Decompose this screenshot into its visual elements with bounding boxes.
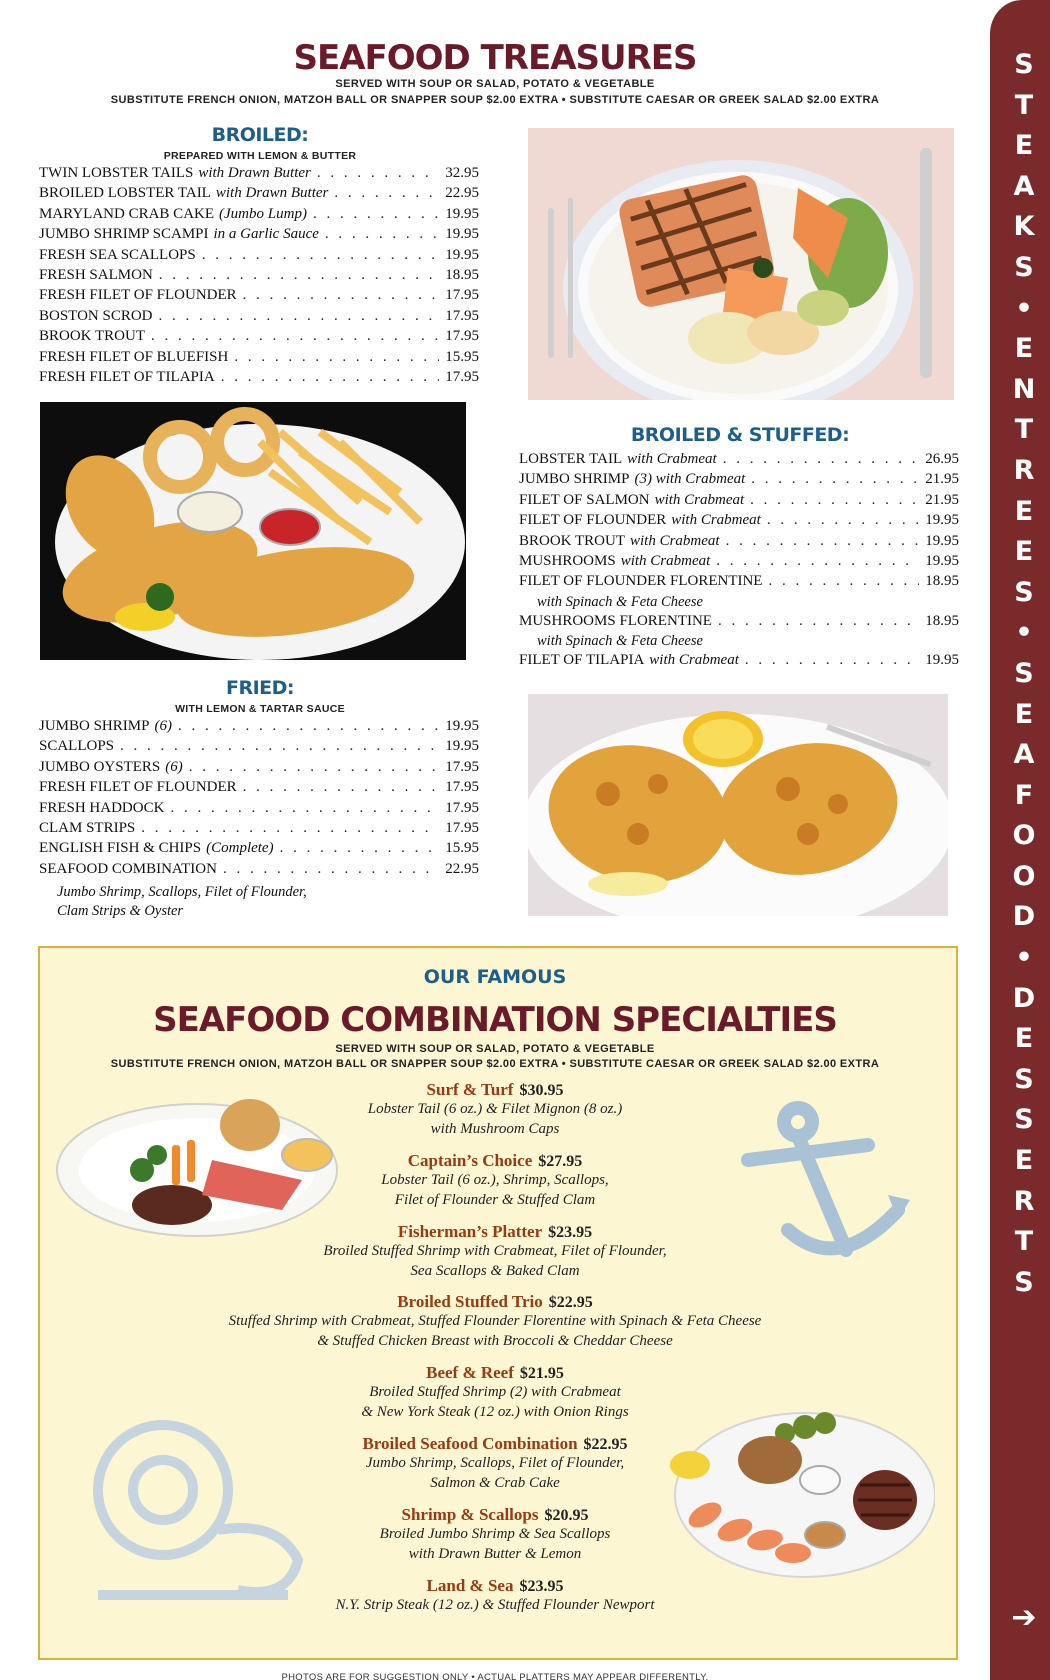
item-description: with Spinach & Feta Cheese — [537, 633, 703, 650]
leader-dots — [768, 573, 919, 590]
item-note: with Crabmeat — [654, 491, 745, 508]
stuffed-menu-list — [519, 451, 959, 673]
leader-dots — [178, 718, 439, 735]
broiled-subheading: PREPARED WITH LEMON & BUTTER — [163, 150, 357, 162]
fried-subheading: WITH LEMON & TARTAR SAUCE — [175, 703, 345, 715]
side-tab-letter: N — [1012, 373, 1036, 405]
item-price: 17.95 — [445, 819, 479, 836]
leader-dots — [325, 226, 439, 243]
item-name: FRESH FILET OF BLUEFISH — [39, 348, 229, 365]
item-name: LOBSTER TAIL — [519, 451, 623, 467]
item-price: 18.95 — [445, 266, 479, 283]
menu-item — [39, 206, 479, 226]
item-note: with Drawn Butter — [198, 165, 311, 181]
combination-description: & New York Steak (12 oz.) with Onion Rings — [361, 1403, 629, 1420]
side-tab-letter: A — [1013, 739, 1035, 771]
side-tab-letter: E — [1014, 698, 1034, 730]
fried-menu-list — [39, 718, 479, 881]
combination-description: Broiled Stuffed Shrimp with Crabmeat, Filet of Flounder, — [323, 1243, 667, 1259]
side-tab-letter: O — [1012, 860, 1036, 892]
leader-dots — [726, 533, 920, 550]
photo-disclaimer: PHOTOS ARE FOR SUGGESTION ONLY • ACTUAL PLATTERS MAY APPEAR DIFFERENTLY. — [281, 1672, 709, 1680]
leader-dots — [202, 247, 440, 264]
item-name: JUMBO SHRIMP — [39, 718, 150, 734]
combination-name: Shrimp & Scallops — [401, 1505, 539, 1524]
combination-price: $23.95 — [548, 1224, 593, 1241]
item-price: 19.95 — [445, 205, 479, 222]
menu-item — [39, 738, 479, 758]
combination-description: N.Y. Strip Steak (12 oz.) & Stuffed Flounder Newport — [335, 1597, 655, 1613]
served-note: SERVED WITH SOUP OR SALAD, POTATO & VEGETABLE — [335, 78, 655, 90]
menu-item — [519, 533, 959, 553]
item-name: FRESH FILET OF TILAPIA — [39, 368, 215, 385]
stuffed-flounder-photo — [528, 694, 948, 916]
combination-description: with Drawn Butter & Lemon — [408, 1545, 582, 1562]
combination-description: Broiled Stuffed Shrimp (2) with Crabmeat — [369, 1384, 621, 1400]
item-name: FILET OF SALMON — [519, 491, 650, 508]
side-tab-letter: S — [1014, 1063, 1034, 1095]
combination-description: with Mushroom Caps — [430, 1120, 560, 1137]
item-price: 19.95 — [925, 652, 959, 669]
item-name: FILET OF TILAPIA — [519, 652, 645, 669]
menu-item — [39, 328, 479, 348]
leader-dots — [317, 165, 439, 182]
item-note: with Crabmeat — [620, 552, 711, 569]
item-note: (6) — [154, 718, 172, 734]
leader-dots — [141, 820, 439, 837]
leader-dots — [189, 759, 439, 776]
combination-title: SEAFOOD COMBINATION SPECIALTIES — [153, 1000, 837, 1040]
side-tab-letter: D — [1012, 901, 1036, 933]
item-name: SCALLOPS — [39, 738, 115, 755]
item-name: MUSHROOMS — [519, 552, 616, 569]
combination-name: Captain’s Choice — [407, 1151, 533, 1170]
item-price: 17.95 — [445, 328, 479, 345]
side-tab-letter: R — [1013, 1185, 1035, 1217]
menu-item — [39, 840, 479, 860]
combination-substitute-note: SUBSTITUTE FRENCH ONION, MATZOH BALL OR SNAPPER SOUP $2.00 EXTRA • SUBSTITUTE CAESAR OR GREEK SALAD $2.00 EXTRA — [110, 1058, 880, 1070]
item-name: FILET OF FLOUNDER — [519, 512, 667, 529]
menu-item — [519, 471, 959, 491]
item-description: with Spinach & Feta Cheese — [537, 593, 703, 610]
stuffed-heading: BROILED & STUFFED: — [630, 424, 850, 446]
menu-item — [519, 451, 959, 471]
combination-price: $22.95 — [548, 1294, 593, 1311]
item-price: 21.95 — [925, 471, 959, 488]
leader-dots — [151, 328, 439, 345]
leader-dots — [234, 349, 439, 366]
side-tab-letter: T — [1014, 414, 1034, 446]
item-note: with Crabmeat — [629, 532, 720, 549]
menu-item — [39, 759, 479, 779]
side-tab-letter: E — [1014, 1023, 1034, 1055]
grilled-salmon-photo — [528, 128, 954, 400]
menu-item — [39, 287, 479, 307]
item-note: (3) with Crabmeat — [634, 471, 746, 488]
combination-description: Salmon & Crab Cake — [430, 1474, 560, 1491]
combination-item — [0, 1576, 990, 1616]
side-tab-letter: K — [1013, 211, 1035, 243]
side-tab-letter: E — [1014, 130, 1034, 162]
combination-description: Lobster Tail (6 oz.) & Filet Mignon (8 oz.) — [367, 1101, 623, 1117]
leader-dots — [120, 738, 439, 755]
side-tab-letter: S — [1014, 1104, 1034, 1136]
item-price: 18.95 — [925, 612, 959, 629]
substitute-note: SUBSTITUTE FRENCH ONION, MATZOH BALL OR SNAPPER SOUP $2.00 EXTRA • SUBSTITUTE CAESAR OR GREEK SALAD $2.00 EXTRA — [110, 94, 880, 106]
menu-item — [519, 613, 959, 633]
arrow-right-icon[interactable]: ➔ — [1011, 1600, 1037, 1635]
combination-served-note: SERVED WITH SOUP OR SALAD, POTATO & VEGETABLE — [335, 1043, 655, 1055]
leader-dots — [745, 652, 919, 669]
combination-price: $22.95 — [583, 1436, 628, 1453]
combination-item — [0, 1505, 990, 1564]
leader-dots — [723, 451, 920, 468]
leader-dots — [716, 553, 919, 570]
leader-dots — [767, 512, 919, 529]
combination-item — [0, 1363, 990, 1422]
item-name: BOSTON SCROD — [39, 307, 153, 324]
item-price: 17.95 — [445, 287, 479, 304]
menu-item — [39, 369, 479, 389]
combination-name: Land & Sea — [426, 1576, 514, 1595]
combination-price: $20.95 — [544, 1507, 589, 1524]
leader-dots — [159, 267, 439, 284]
item-price: 32.95 — [445, 165, 479, 181]
fried-combo-desc-2: Clam Strips & Oyster — [57, 903, 184, 919]
item-price: 17.95 — [445, 368, 479, 385]
item-name: SEAFOOD COMBINATION — [39, 860, 217, 877]
menu-item — [39, 226, 479, 246]
item-name: JUMBO SHRIMP SCAMPI — [39, 226, 209, 243]
combination-description: Lobster Tail (6 oz.), Shrimp, Scallops, — [381, 1172, 609, 1188]
combination-description: Broiled Jumbo Shrimp & Sea Scallops — [379, 1526, 611, 1542]
menu-item — [39, 861, 479, 881]
menu-item — [519, 512, 959, 532]
leader-dots — [750, 492, 919, 509]
side-tab-letter: D — [1012, 982, 1036, 1014]
side-tab-letter: S — [1014, 576, 1034, 608]
leader-dots — [243, 779, 440, 796]
leader-dots — [280, 840, 440, 857]
leader-dots — [313, 206, 439, 223]
fried-heading: FRIED: — [225, 677, 295, 699]
side-tab-letter: E — [1014, 536, 1034, 568]
combination-name: Surf & Turf — [426, 1080, 514, 1099]
menu-item — [519, 553, 959, 573]
item-price: 17.95 — [445, 799, 479, 816]
side-tab-letter: S — [1014, 251, 1034, 283]
side-tab-letter: • — [1015, 617, 1033, 649]
item-note: with Crabmeat — [671, 512, 761, 529]
side-tab-letter: T — [1014, 89, 1034, 121]
leader-dots — [334, 185, 439, 202]
item-price: 18.95 — [925, 573, 959, 590]
leader-dots — [751, 471, 919, 488]
menu-item — [39, 247, 479, 267]
combination-item — [0, 1080, 990, 1139]
menu-item — [39, 308, 479, 328]
item-price: 15.95 — [445, 840, 479, 857]
item-name: BROOK TROUT — [519, 532, 625, 549]
combination-name: Fisherman’s Platter — [397, 1222, 543, 1241]
combination-description: Stuffed Shrimp with Crabmeat, Stuffed Flounder Florentine with Spinach & Feta Cheese — [228, 1313, 762, 1329]
item-price: 19.95 — [925, 552, 959, 569]
combination-item — [0, 1292, 990, 1351]
side-tab-letter: • — [1015, 292, 1033, 324]
combination-price: $27.95 — [538, 1153, 583, 1170]
item-name: FRESH FILET OF FLOUNDER — [39, 779, 237, 796]
item-name: MARYLAND CRAB CAKE — [39, 205, 215, 222]
item-price: 22.95 — [445, 185, 479, 202]
item-price: 22.95 — [445, 860, 479, 877]
side-tab-letter: S — [1014, 657, 1034, 689]
combination-item — [0, 1434, 990, 1493]
leader-dots — [243, 287, 440, 304]
item-price: 21.95 — [925, 491, 959, 508]
item-price: 17.95 — [445, 779, 479, 796]
item-price: 17.95 — [445, 307, 479, 324]
side-tab-letter: S — [1014, 49, 1034, 80]
menu-item — [39, 820, 479, 840]
side-tab-letter: E — [1014, 333, 1034, 365]
item-name: FRESH HADDOCK — [39, 799, 165, 816]
item-price: 19.95 — [445, 738, 479, 755]
leader-dots — [170, 800, 439, 817]
leader-dots — [718, 613, 919, 630]
item-name: MUSHROOMS FLORENTINE — [519, 612, 712, 629]
item-note: in a Garlic Sauce — [213, 226, 319, 243]
menu-item — [519, 573, 959, 593]
item-price: 19.95 — [445, 718, 479, 734]
item-name: FILET OF FLOUNDER FLORENTINE — [519, 573, 763, 590]
leader-dots — [221, 369, 440, 386]
side-tab-letter: • — [1015, 942, 1033, 974]
combination-description: Sea Scallops & Baked Clam — [410, 1262, 580, 1279]
item-name: TWIN LOBSTER TAILS — [39, 165, 194, 181]
menu-item — [519, 652, 959, 672]
combination-description: Jumbo Shrimp, Scallops, Filet of Flounder, — [365, 1455, 625, 1471]
item-name: JUMBO SHRIMP — [519, 471, 630, 488]
item-price: 26.95 — [925, 451, 959, 467]
broiled-menu-list — [39, 165, 479, 389]
combination-name: Beef & Reef — [426, 1363, 514, 1382]
fried-combo-desc-1: Jumbo Shrimp, Scallops, Filet of Flounder, — [57, 884, 307, 900]
combination-item — [0, 1222, 990, 1281]
combination-name: Broiled Seafood Combination — [362, 1434, 578, 1453]
combination-pre-title: OUR FAMOUS — [423, 966, 567, 988]
menu-item — [39, 165, 479, 185]
menu-item — [39, 800, 479, 820]
item-note: (Complete) — [206, 840, 274, 857]
side-tab-letter: E — [1014, 495, 1034, 527]
menu-item — [519, 492, 959, 512]
side-tab-letter: T — [1014, 1226, 1034, 1258]
combination-price: $23.95 — [519, 1578, 564, 1595]
item-name: CLAM STRIPS — [39, 819, 136, 836]
menu-item — [39, 349, 479, 369]
side-tab-letter: E — [1014, 1145, 1034, 1177]
item-name: ENGLISH FISH & CHIPS — [39, 840, 202, 857]
combination-price: $30.95 — [519, 1082, 564, 1099]
item-name: FRESH SEA SCALLOPS — [39, 246, 196, 263]
menu-item — [39, 779, 479, 799]
item-note: (Jumbo Lump) — [219, 205, 307, 222]
combination-name: Broiled Stuffed Trio — [397, 1292, 543, 1311]
menu-item — [39, 718, 479, 738]
item-name: BROILED LOBSTER TAIL — [39, 185, 211, 202]
item-price: 19.95 — [925, 532, 959, 549]
item-note: with Crabmeat — [627, 451, 717, 467]
side-tab-letter: S — [1014, 1266, 1034, 1298]
fried-seafood-photo — [40, 402, 466, 660]
item-note: (6) — [165, 758, 183, 775]
menu-item — [39, 185, 479, 205]
combination-price: $21.95 — [519, 1365, 564, 1382]
side-tab-label — [1002, 45, 1046, 1303]
combination-description: & Stuffed Chicken Breast with Broccoli & Cheddar Cheese — [317, 1332, 673, 1349]
combination-item — [0, 1151, 990, 1210]
item-name: BROOK TROUT — [39, 328, 145, 345]
leader-dots — [223, 861, 439, 878]
side-tab-letter: O — [1012, 820, 1036, 852]
side-tab-letter: R — [1013, 454, 1035, 486]
item-price: 19.95 — [445, 226, 479, 243]
item-note: with Crabmeat — [649, 652, 739, 669]
item-name: JUMBO OYSTERS — [39, 758, 161, 775]
item-price: 17.95 — [445, 758, 479, 775]
combination-description: Filet of Flounder & Stuffed Clam — [394, 1191, 596, 1208]
menu-item — [39, 267, 479, 287]
broiled-heading: BROILED: — [211, 124, 309, 146]
page-title: SEAFOOD TREASURES — [293, 38, 697, 78]
side-tab-letter: F — [1014, 779, 1034, 811]
item-price: 15.95 — [445, 348, 479, 365]
leader-dots — [159, 308, 440, 325]
item-price: 19.95 — [925, 512, 959, 529]
item-price: 19.95 — [445, 246, 479, 263]
side-tab-letter: A — [1013, 170, 1035, 202]
item-name: FRESH SALMON — [39, 266, 153, 283]
item-name: FRESH FILET OF FLOUNDER — [39, 287, 237, 304]
item-note: with Drawn Butter — [215, 185, 329, 202]
